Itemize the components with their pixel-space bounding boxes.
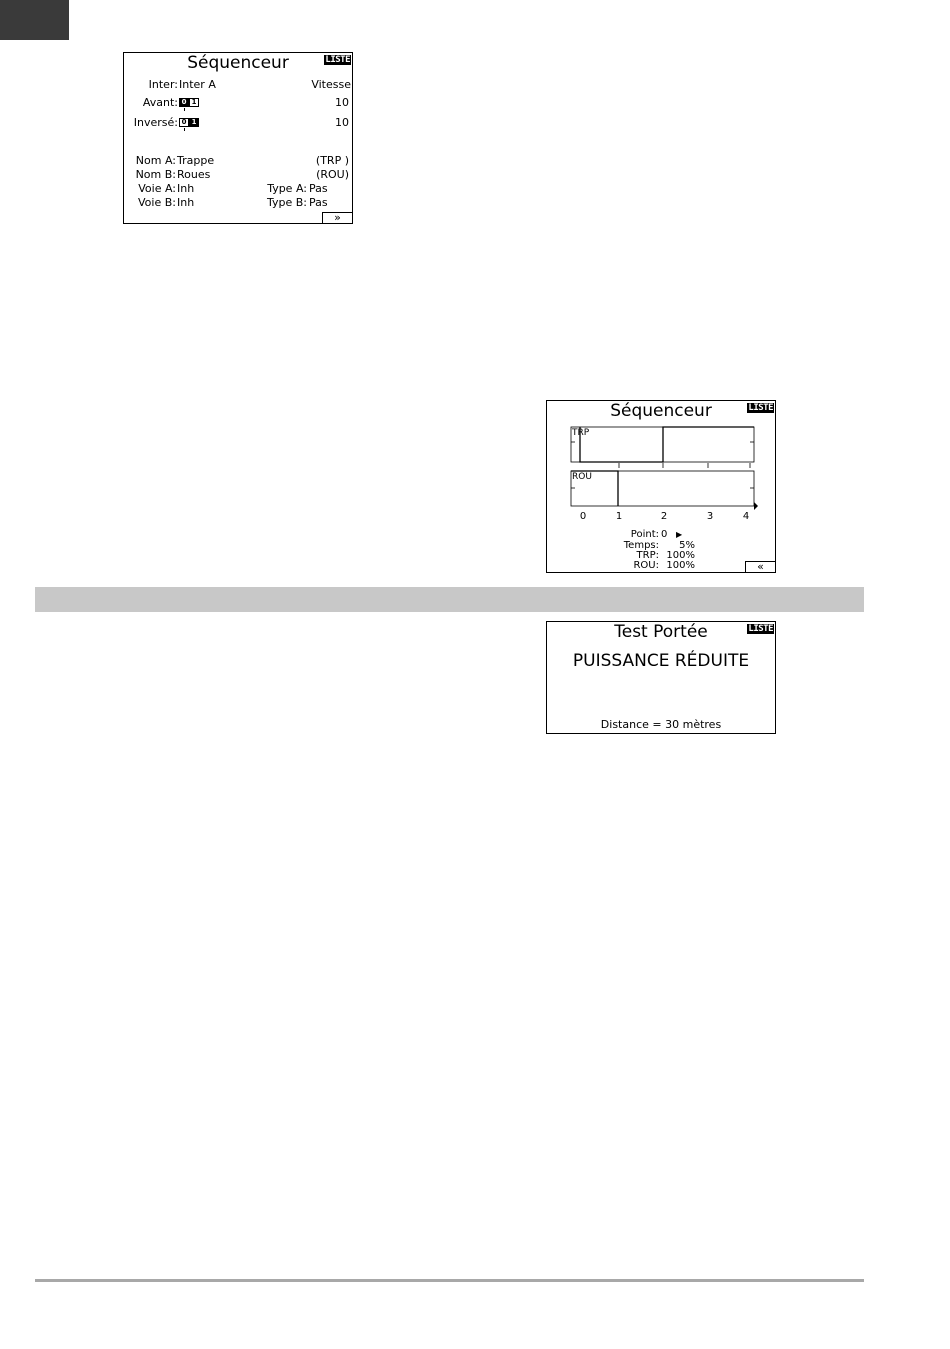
avant-value[interactable]: 10 <box>335 96 349 109</box>
avant-switch-positions[interactable] <box>179 98 199 107</box>
avant-pointer-icon <box>184 108 185 111</box>
rou-channel-box <box>571 471 754 506</box>
trp-channel-trace <box>580 427 754 462</box>
nom-a-abbr[interactable]: (TRP ) <box>315 154 349 167</box>
type-a-label: Type A: <box>267 182 307 195</box>
inverse-value[interactable]: 10 <box>335 116 349 129</box>
voie-b-label: Voie B: <box>138 196 176 209</box>
x-tick-3: 3 <box>706 511 714 522</box>
rou-channel-label: ROU <box>572 472 592 482</box>
power-status: PUISSANCE RÉDUITE <box>572 651 750 671</box>
footer-rule <box>35 1279 864 1282</box>
trp-value[interactable]: 100% <box>666 550 695 561</box>
point-value[interactable]: 0 <box>661 529 668 540</box>
liste-button[interactable]: LISTE <box>748 403 773 413</box>
type-b-value[interactable]: Pas <box>309 196 328 209</box>
inverse-switch-positions[interactable] <box>179 118 199 127</box>
temps-label: Temps: <box>623 540 659 551</box>
voie-a-value[interactable]: Inh <box>177 182 195 195</box>
inverse-label: Inversé: <box>133 116 178 129</box>
inverse-pointer-icon <box>184 128 185 131</box>
timeline-arrow-icon <box>754 502 758 510</box>
type-a-value[interactable]: Pas <box>309 182 328 195</box>
avant-switch-pos-1[interactable]: 1 <box>189 98 199 107</box>
inverse-switch-pos-1[interactable]: 1 <box>189 118 199 127</box>
sequencer-setup-screen <box>123 52 353 224</box>
temps-value[interactable]: 5% <box>679 540 695 551</box>
section-header-band <box>35 587 864 612</box>
inverse-switch-pos-0[interactable]: 0 <box>179 118 189 127</box>
voie-b-value[interactable]: Inh <box>177 196 195 209</box>
avant-label: Avant: <box>142 96 178 109</box>
x-tick-0: 0 <box>579 511 587 522</box>
liste-button[interactable]: LISTE <box>325 55 350 65</box>
screen-title: Séquenceur <box>610 401 712 421</box>
x-tick-1: 1 <box>615 511 623 522</box>
back-page-button[interactable]: « <box>745 561 775 572</box>
inter-label: Inter: <box>148 78 178 91</box>
voie-a-label: Voie A: <box>138 182 176 195</box>
trp-label: TRP: <box>636 550 659 561</box>
distance-readout: Distance = 30 mètres <box>600 718 722 731</box>
point-label: Point: <box>630 529 659 540</box>
rou-label: ROU: <box>633 560 659 571</box>
avant-switch-pos-0[interactable]: 0 <box>179 98 189 107</box>
sequence-graph <box>547 425 775 545</box>
inter-value[interactable]: Inter A <box>179 78 216 91</box>
vitesse-label: Vitesse <box>311 78 351 91</box>
range-test-screen <box>546 621 776 734</box>
sequencer-graph-screen <box>546 400 776 573</box>
type-b-label: Type B: <box>266 196 307 209</box>
nom-a-label: Nom A: <box>135 154 176 167</box>
nom-b-abbr[interactable]: (ROU) <box>316 168 349 181</box>
liste-button[interactable]: LISTE <box>748 624 773 634</box>
screen-title: Test Portée <box>614 622 708 642</box>
x-tick-4: 4 <box>742 511 750 522</box>
nom-a-value[interactable]: Trappe <box>177 154 215 167</box>
nom-b-label: Nom B: <box>135 168 176 181</box>
nom-b-value[interactable]: Roues <box>177 168 211 181</box>
screen-title: Séquenceur <box>187 53 289 73</box>
next-page-button[interactable]: » <box>322 212 352 223</box>
page-corner-tab <box>0 0 69 40</box>
x-tick-2: 2 <box>660 511 668 522</box>
rou-value[interactable]: 100% <box>666 560 695 571</box>
trp-channel-label: TRP <box>572 428 590 438</box>
point-next-arrow-icon[interactable]: ▶ <box>676 530 683 539</box>
